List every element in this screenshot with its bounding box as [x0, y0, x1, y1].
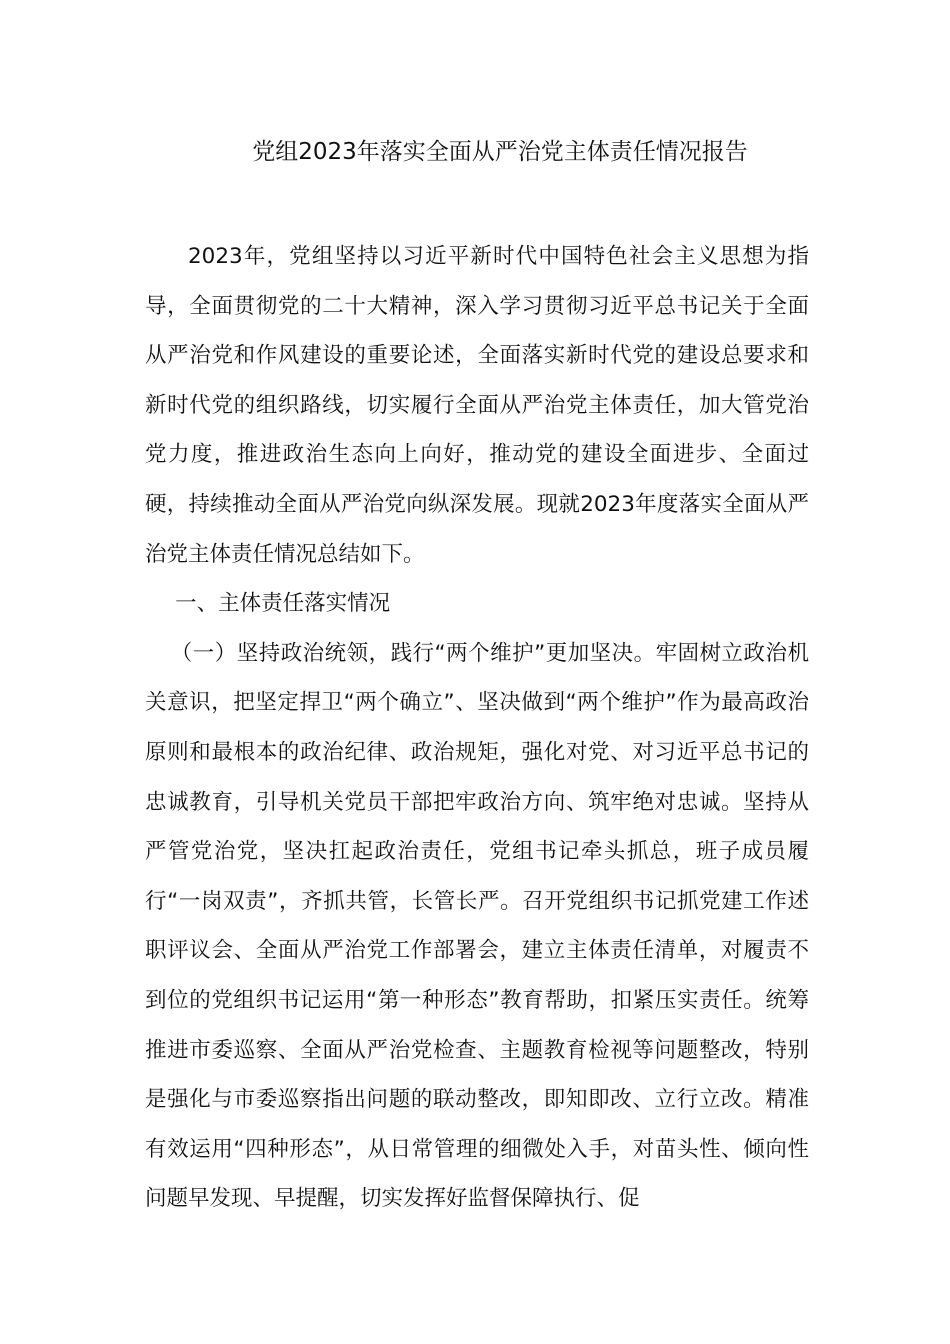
- section-heading: 一、主体责任落实情况: [175, 591, 391, 617]
- intro-paragraph: 2023年，党组坚持以习近平新时代中国特色社会主义思想为指导，全面贯彻党的二十大精神，深入学习贯彻习近平总书记关于全面从严治党和作风建设的重要论述，全面落实新时代党的建设总要求和新时代党的组织路线，切实履行全面从严治党主体责任，加大管党治党力度，推进政治生态向上向好，推动党的建设全面进步、全面过硬，持续推动全面从严治党向纵深发展。现就2023年度落实全面从严治党主体责任情况总结如下。: [145, 244, 809, 567]
- subsection-paragraph: （一）坚持政治统领，践行“两个维护”更加坚决。牢固树立政治机关意识，把坚定捍卫“两个确立”、坚决做到“两个维护”作为最高政治原则和最根本的政治纪律、政治规矩，强化对党、对习近平总书记的忠诚教育，引导机关党员干部把牢政治方向、筑牢绝对忠诚。坚持从严管党治党，坚决扛起政治责任，党组书记牵头抓总，班子成员履行“一岗双责”，齐抓共管，长管长严。召开党组织书记抓党建工作述职评议会、全面从严治党工作部署会，建立主体责任清单，对履责不到位的党组织书记运用“第一种形态”教育帮助，扣紧压实责任。统筹推进市委巡察、全面从严治党检查、主题教育检视等问题整改，特别是强化与市委巡察指出问题的联动整改，即知即改、立行立改。精准有效运用“四种形态”，从日常管理的细微处入手，对苗头性、倾向性问题早发现、早提醒，切实发挥好监督保障执行、促: [145, 640, 809, 1212]
- document-title: 党组2023年落实全面从严治党主体责任情况报告: [252, 139, 748, 165]
- document-body: [145, 232, 809, 1224]
